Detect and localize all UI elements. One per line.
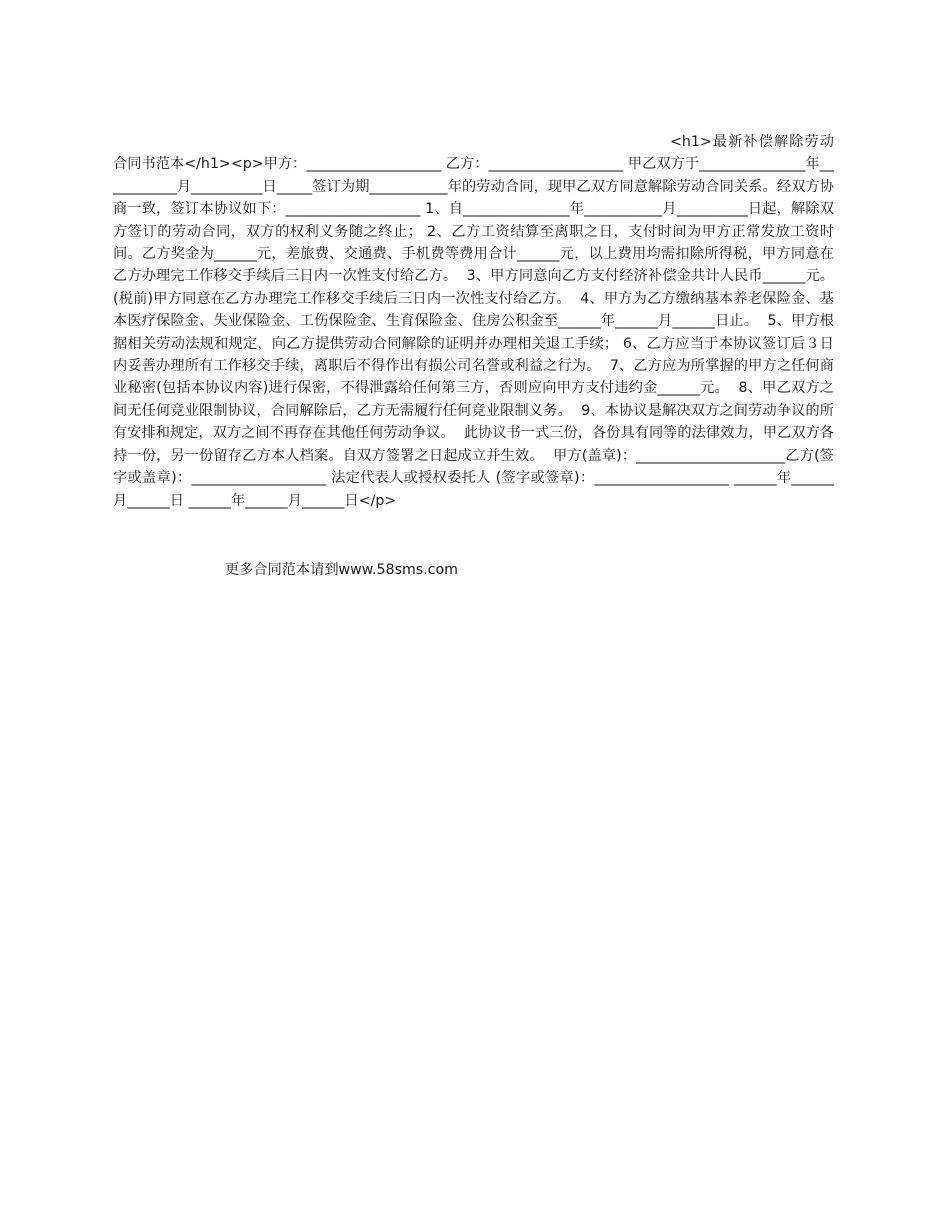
footer-website-note: 更多合同范本请到www.58sms.com — [225, 562, 458, 578]
contract-body-text: <h1>最新补偿解除劳动合同书范本</h1><p>甲方：___________________ 乙方：___________________ 甲乙双方于_______________年___________月__________日_____签订为期___________年的劳动合同，现甲乙双方同意解除劳动合同关系。经双方协商一致，签订本协议如下：___________________ 1、自_______________年___________月__________日起，解除双方签订的劳动合同，双方的权利义务随之终止； 2、乙方工资结算至离职之日，支付时间为甲方正常发放工资时间。乙方奖金为______元，差旅费、交通费、手机费等费用合计______元，以上费用均需扣除所得税，甲方同意在乙方办理完工作移交手续后三日内一次性支付给乙方。 3、甲方同意向乙方支付经济补偿金共计人民币______元。(税前)甲方同意在乙方办理完工作移交手续后三日内一次性支付给乙方。 4、甲方为乙方缴纳基本养老保险金、基本医疗保险金、失业保险金、工伤保险金、生育保险金、住房公积金至______年______月______日止。 5、甲方根据相关劳动法规和规定，向乙方提供劳动合同解除的证明并办理相关退工手续； 6、乙方应当于本协议签订后３日内妥善办理所有工作移交手续，离职后不得作出有损公司名誉或利益之行为。 7、乙方应为所掌握的甲方之任何商业秘密(包括本协议内容)进行保密，不得泄露给任何第三方，否则应向甲方支付违约金______元。 8、甲乙双方之间无任何竞业限制协议，合同解除后，乙方无需履行任何竞业限制义务。 9、本协议是解决双方之间劳动争议的所有安排和规定，双方之间不再存在其他任何劳动争议。 此协议书一式三份，各份具有同等的法律效力，甲乙双方各持一份，另一份留存乙方本人档案。自双方签署之日起成立并生效。 甲方(盖章)：_____________________乙方(签字或盖章)：___________________ 法定代表人或授权委托人 (签字或签章)：___________________ ______年______月______日 ______年______月______日</p> — [113, 134, 834, 509]
